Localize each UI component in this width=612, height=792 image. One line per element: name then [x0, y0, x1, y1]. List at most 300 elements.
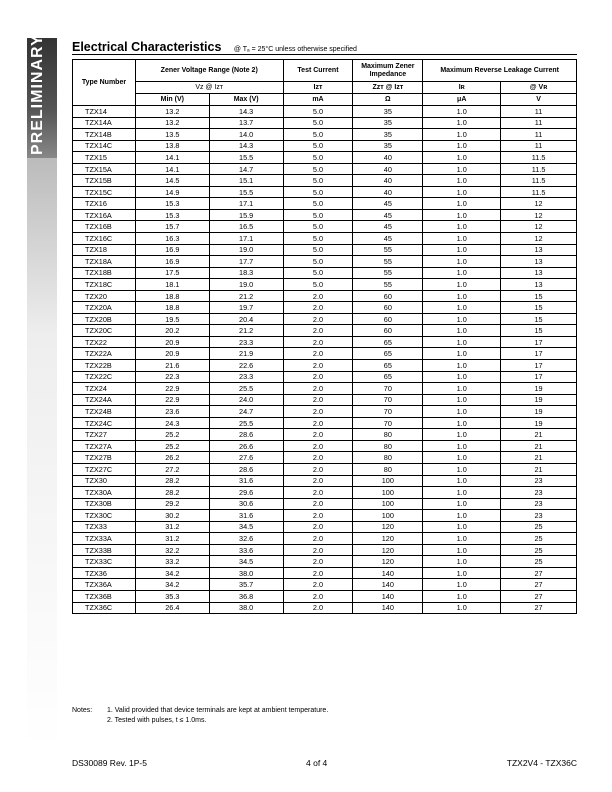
cell-leakage-vr: 21	[501, 452, 577, 464]
cell-test-current: 5.0	[283, 279, 353, 291]
cell-impedance: 65	[353, 360, 423, 372]
cell-impedance: 65	[353, 336, 423, 348]
cell-vz-max: 23.3	[209, 371, 283, 383]
table-row	[73, 267, 577, 279]
cell-leakage-vr: 25	[501, 521, 577, 533]
cell-impedance: 70	[353, 417, 423, 429]
cell-type-number: TZX36C	[73, 602, 136, 614]
cell-vz-min: 16.9	[135, 256, 209, 268]
cell-test-current: 5.0	[283, 233, 353, 245]
table-row	[73, 487, 577, 499]
cell-leakage-ir: 1.0	[423, 544, 501, 556]
cell-vz-min: 14.5	[135, 175, 209, 187]
table-row	[73, 140, 577, 152]
cell-leakage-vr: 15	[501, 302, 577, 314]
cell-vz-min: 18.8	[135, 302, 209, 314]
cell-leakage-ir: 1.0	[423, 106, 501, 118]
cell-leakage-vr: 23	[501, 487, 577, 499]
cell-leakage-ir: 1.0	[423, 198, 501, 210]
cell-type-number: TZX30B	[73, 498, 136, 510]
cell-vz-min: 31.2	[135, 521, 209, 533]
cell-type-number: TZX18A	[73, 256, 136, 268]
cell-leakage-vr: 11	[501, 106, 577, 118]
cell-leakage-ir: 1.0	[423, 417, 501, 429]
table-row	[73, 302, 577, 314]
cell-impedance: 45	[353, 198, 423, 210]
cell-leakage-vr: 27	[501, 567, 577, 579]
cell-test-current: 2.0	[283, 567, 353, 579]
cell-vz-max: 19.0	[209, 244, 283, 256]
cell-vz-max: 14.3	[209, 140, 283, 152]
cell-impedance: 60	[353, 302, 423, 314]
cell-vz-min: 20.2	[135, 325, 209, 337]
cell-leakage-vr: 11	[501, 117, 577, 129]
cell-leakage-vr: 17	[501, 371, 577, 383]
cell-vz-min: 20.9	[135, 336, 209, 348]
cell-vz-max: 31.6	[209, 510, 283, 522]
cell-leakage-ir: 1.0	[423, 440, 501, 452]
cell-vz-max: 14.0	[209, 129, 283, 141]
cell-leakage-vr: 11.5	[501, 163, 577, 175]
table-row	[73, 417, 577, 429]
cell-impedance: 120	[353, 533, 423, 545]
cell-test-current: 2.0	[283, 463, 353, 475]
table-row	[73, 117, 577, 129]
footer-page-number: 4 of 4	[306, 758, 328, 768]
cell-vz-min: 33.2	[135, 556, 209, 568]
table-row	[73, 244, 577, 256]
cell-test-current: 2.0	[283, 394, 353, 406]
cell-vz-max: 15.1	[209, 175, 283, 187]
cell-vz-min: 15.3	[135, 209, 209, 221]
cell-leakage-ir: 1.0	[423, 117, 501, 129]
cell-type-number: TZX33A	[73, 533, 136, 545]
table-row	[73, 371, 577, 383]
cell-leakage-ir: 1.0	[423, 394, 501, 406]
cell-leakage-vr: 19	[501, 406, 577, 418]
cell-vz-max: 20.4	[209, 313, 283, 325]
cell-impedance: 35	[353, 140, 423, 152]
cell-vz-min: 13.2	[135, 117, 209, 129]
cell-vz-min: 25.2	[135, 440, 209, 452]
cell-leakage-ir: 1.0	[423, 152, 501, 164]
cell-leakage-ir: 1.0	[423, 567, 501, 579]
cell-leakage-vr: 19	[501, 383, 577, 395]
table-row	[73, 463, 577, 475]
cell-leakage-ir: 1.0	[423, 290, 501, 302]
cell-type-number: TZX27A	[73, 440, 136, 452]
cell-vz-min: 23.6	[135, 406, 209, 418]
cell-vz-min: 15.3	[135, 198, 209, 210]
cell-leakage-ir: 1.0	[423, 579, 501, 591]
table-row	[73, 221, 577, 233]
cell-impedance: 45	[353, 221, 423, 233]
cell-vz-min: 13.8	[135, 140, 209, 152]
cell-leakage-vr: 12	[501, 221, 577, 233]
cell-leakage-vr: 11	[501, 140, 577, 152]
cell-vz-min: 18.1	[135, 279, 209, 291]
cell-leakage-ir: 1.0	[423, 129, 501, 141]
cell-leakage-vr: 27	[501, 579, 577, 591]
cell-leakage-vr: 23	[501, 510, 577, 522]
cell-type-number: TZX16B	[73, 221, 136, 233]
cell-vz-min: 34.2	[135, 567, 209, 579]
test-condition: @ Tₐ = 25°C unless otherwise specified	[233, 46, 357, 53]
cell-test-current: 5.0	[283, 163, 353, 175]
cell-test-current: 5.0	[283, 244, 353, 256]
note-1: 1. Valid provided that device terminals are kept at ambient temperature.	[107, 707, 329, 714]
cell-type-number: TZX16	[73, 198, 136, 210]
cell-impedance: 40	[353, 175, 423, 187]
cell-impedance: 45	[353, 233, 423, 245]
cell-vz-min: 14.9	[135, 186, 209, 198]
cell-impedance: 35	[353, 106, 423, 118]
cell-type-number: TZX33	[73, 521, 136, 533]
cell-test-current: 2.0	[283, 348, 353, 360]
note-2: 2. Tested with pulses, t ≤ 1.0ms.	[107, 717, 207, 724]
cell-vz-min: 27.2	[135, 463, 209, 475]
cell-type-number: TZX33C	[73, 556, 136, 568]
cell-type-number: TZX16C	[73, 233, 136, 245]
cell-type-number: TZX22	[73, 336, 136, 348]
cell-impedance: 80	[353, 440, 423, 452]
cell-vz-min: 28.2	[135, 475, 209, 487]
header-izt: Iᴢᴛ	[283, 82, 353, 94]
cell-vz-min: 26.2	[135, 452, 209, 464]
cell-vz-max: 30.6	[209, 498, 283, 510]
cell-leakage-ir: 1.0	[423, 140, 501, 152]
cell-vz-min: 22.9	[135, 394, 209, 406]
cell-leakage-vr: 17	[501, 360, 577, 372]
cell-test-current: 5.0	[283, 129, 353, 141]
cell-leakage-vr: 12	[501, 198, 577, 210]
cell-leakage-ir: 1.0	[423, 348, 501, 360]
cell-vz-max: 35.7	[209, 579, 283, 591]
cell-type-number: TZX18C	[73, 279, 136, 291]
cell-test-current: 5.0	[283, 117, 353, 129]
table-row	[73, 452, 577, 464]
cell-vz-min: 13.5	[135, 129, 209, 141]
cell-type-number: TZX30C	[73, 510, 136, 522]
header-type-number: Type Number	[73, 60, 136, 106]
cell-leakage-ir: 1.0	[423, 371, 501, 383]
cell-vz-max: 17.7	[209, 256, 283, 268]
cell-vz-min: 28.2	[135, 487, 209, 499]
cell-type-number: TZX36A	[73, 579, 136, 591]
cell-vz-min: 31.2	[135, 533, 209, 545]
cell-test-current: 2.0	[283, 383, 353, 395]
table-row	[73, 209, 577, 221]
cell-leakage-vr: 25	[501, 544, 577, 556]
cell-test-current: 2.0	[283, 498, 353, 510]
cell-leakage-ir: 1.0	[423, 209, 501, 221]
cell-type-number: TZX20C	[73, 325, 136, 337]
cell-type-number: TZX22C	[73, 371, 136, 383]
cell-type-number: TZX15	[73, 152, 136, 164]
cell-test-current: 2.0	[283, 510, 353, 522]
table-row	[73, 567, 577, 579]
cell-vz-min: 15.7	[135, 221, 209, 233]
cell-vz-max: 15.5	[209, 152, 283, 164]
cell-leakage-ir: 1.0	[423, 360, 501, 372]
cell-vz-max: 26.6	[209, 440, 283, 452]
cell-vz-max: 21.2	[209, 290, 283, 302]
cell-leakage-ir: 1.0	[423, 279, 501, 291]
cell-test-current: 2.0	[283, 302, 353, 314]
cell-leakage-vr: 21	[501, 463, 577, 475]
cell-impedance: 120	[353, 544, 423, 556]
cell-vz-max: 21.2	[209, 325, 283, 337]
table-row	[73, 279, 577, 291]
cell-vz-max: 31.6	[209, 475, 283, 487]
cell-impedance: 40	[353, 152, 423, 164]
table-row	[73, 336, 577, 348]
cell-type-number: TZX15B	[73, 175, 136, 187]
cell-vz-min: 16.9	[135, 244, 209, 256]
cell-vz-min: 21.6	[135, 360, 209, 372]
cell-impedance: 60	[353, 325, 423, 337]
cell-test-current: 2.0	[283, 579, 353, 591]
table-row	[73, 290, 577, 302]
cell-leakage-vr: 11.5	[501, 152, 577, 164]
header-zzt: Zᴢᴛ @ Iᴢᴛ	[353, 82, 423, 94]
cell-type-number: TZX18	[73, 244, 136, 256]
cell-type-number: TZX36	[73, 567, 136, 579]
cell-test-current: 2.0	[283, 417, 353, 429]
cell-leakage-vr: 12	[501, 209, 577, 221]
cell-leakage-ir: 1.0	[423, 313, 501, 325]
cell-vz-max: 32.6	[209, 533, 283, 545]
cell-test-current: 2.0	[283, 556, 353, 568]
cell-vz-max: 38.0	[209, 567, 283, 579]
table-body	[73, 106, 577, 614]
footer-doc-id: DS30089 Rev. 1P-5	[72, 758, 147, 768]
table-row	[73, 544, 577, 556]
table-row	[73, 521, 577, 533]
cell-impedance: 100	[353, 498, 423, 510]
cell-test-current: 2.0	[283, 521, 353, 533]
cell-leakage-ir: 1.0	[423, 221, 501, 233]
cell-type-number: TZX14B	[73, 129, 136, 141]
cell-leakage-ir: 1.0	[423, 302, 501, 314]
cell-impedance: 80	[353, 463, 423, 475]
cell-type-number: TZX24	[73, 383, 136, 395]
cell-leakage-vr: 21	[501, 429, 577, 441]
table-row	[73, 440, 577, 452]
unit-max: Max (V)	[209, 94, 283, 106]
cell-test-current: 5.0	[283, 221, 353, 233]
cell-vz-max: 23.3	[209, 336, 283, 348]
cell-vz-min: 13.2	[135, 106, 209, 118]
cell-leakage-ir: 1.0	[423, 521, 501, 533]
cell-test-current: 2.0	[283, 325, 353, 337]
cell-impedance: 60	[353, 290, 423, 302]
cell-impedance: 100	[353, 510, 423, 522]
cell-test-current: 5.0	[283, 267, 353, 279]
cell-leakage-ir: 1.0	[423, 267, 501, 279]
table-row	[73, 602, 577, 614]
cell-test-current: 2.0	[283, 360, 353, 372]
cell-vz-max: 36.8	[209, 590, 283, 602]
table-row	[73, 579, 577, 591]
cell-test-current: 2.0	[283, 336, 353, 348]
cell-leakage-ir: 1.0	[423, 163, 501, 175]
cell-impedance: 80	[353, 452, 423, 464]
unit-ua: μA	[423, 94, 501, 106]
table-row	[73, 233, 577, 245]
cell-vz-max: 13.7	[209, 117, 283, 129]
unit-ma: mA	[283, 94, 353, 106]
cell-vz-min: 32.2	[135, 544, 209, 556]
cell-test-current: 5.0	[283, 175, 353, 187]
cell-leakage-ir: 1.0	[423, 406, 501, 418]
cell-vz-min: 30.2	[135, 510, 209, 522]
table-row	[73, 590, 577, 602]
table-row	[73, 313, 577, 325]
cell-type-number: TZX14C	[73, 140, 136, 152]
table-row	[73, 152, 577, 164]
cell-vz-min: 14.1	[135, 163, 209, 175]
header-test-current: Test Current	[283, 60, 353, 82]
cell-vz-max: 18.3	[209, 267, 283, 279]
header-vr: @ Vʀ	[501, 82, 577, 94]
cell-vz-min: 22.9	[135, 383, 209, 395]
cell-impedance: 65	[353, 371, 423, 383]
cell-test-current: 2.0	[283, 440, 353, 452]
cell-impedance: 140	[353, 602, 423, 614]
unit-min: Min (V)	[135, 94, 209, 106]
cell-test-current: 2.0	[283, 590, 353, 602]
cell-leakage-ir: 1.0	[423, 233, 501, 245]
cell-type-number: TZX27C	[73, 463, 136, 475]
cell-type-number: TZX30	[73, 475, 136, 487]
cell-impedance: 140	[353, 590, 423, 602]
notes-label: Notes:	[72, 707, 93, 714]
cell-impedance: 60	[353, 313, 423, 325]
table-row	[73, 383, 577, 395]
cell-vz-max: 28.6	[209, 463, 283, 475]
cell-leakage-ir: 1.0	[423, 325, 501, 337]
cell-impedance: 100	[353, 475, 423, 487]
cell-type-number: TZX15A	[73, 163, 136, 175]
cell-leakage-vr: 13	[501, 256, 577, 268]
cell-test-current: 2.0	[283, 313, 353, 325]
cell-leakage-ir: 1.0	[423, 429, 501, 441]
cell-type-number: TZX15C	[73, 186, 136, 198]
cell-leakage-ir: 1.0	[423, 590, 501, 602]
cell-vz-max: 19.0	[209, 279, 283, 291]
cell-leakage-vr: 27	[501, 590, 577, 602]
cell-leakage-ir: 1.0	[423, 487, 501, 499]
header-max-impedance: Maximum Zener Impedance	[353, 60, 423, 82]
cell-leakage-vr: 15	[501, 313, 577, 325]
table-row	[73, 475, 577, 487]
cell-leakage-vr: 25	[501, 556, 577, 568]
cell-type-number: TZX24B	[73, 406, 136, 418]
header-ir: Iʀ	[423, 82, 501, 94]
cell-leakage-vr: 13	[501, 244, 577, 256]
cell-leakage-vr: 21	[501, 440, 577, 452]
cell-leakage-vr: 19	[501, 417, 577, 429]
cell-leakage-vr: 23	[501, 475, 577, 487]
cell-impedance: 40	[353, 186, 423, 198]
table-row	[73, 198, 577, 210]
cell-leakage-vr: 17	[501, 348, 577, 360]
cell-vz-min: 16.3	[135, 233, 209, 245]
cell-vz-max: 27.6	[209, 452, 283, 464]
cell-impedance: 55	[353, 256, 423, 268]
cell-type-number: TZX27	[73, 429, 136, 441]
cell-type-number: TZX22A	[73, 348, 136, 360]
table-row	[73, 510, 577, 522]
table-row	[73, 429, 577, 441]
section-title: Electrical Characteristics	[72, 40, 222, 54]
sidebar-fade	[27, 158, 57, 748]
cell-vz-min: 26.4	[135, 602, 209, 614]
cell-vz-max: 17.1	[209, 233, 283, 245]
cell-leakage-vr: 19	[501, 394, 577, 406]
cell-test-current: 2.0	[283, 290, 353, 302]
cell-vz-max: 25.5	[209, 417, 283, 429]
cell-type-number: TZX27B	[73, 452, 136, 464]
cell-vz-min: 24.3	[135, 417, 209, 429]
cell-impedance: 70	[353, 406, 423, 418]
table-row	[73, 163, 577, 175]
cell-vz-min: 20.9	[135, 348, 209, 360]
cell-vz-max: 14.7	[209, 163, 283, 175]
table-row	[73, 533, 577, 545]
table-row	[73, 325, 577, 337]
cell-leakage-ir: 1.0	[423, 498, 501, 510]
cell-type-number: TZX36B	[73, 590, 136, 602]
unit-v: V	[501, 94, 577, 106]
cell-leakage-vr: 11.5	[501, 175, 577, 187]
cell-impedance: 55	[353, 267, 423, 279]
cell-test-current: 5.0	[283, 186, 353, 198]
cell-test-current: 2.0	[283, 452, 353, 464]
cell-impedance: 35	[353, 117, 423, 129]
cell-leakage-vr: 17	[501, 336, 577, 348]
cell-type-number: TZX24C	[73, 417, 136, 429]
cell-impedance: 70	[353, 394, 423, 406]
cell-test-current: 2.0	[283, 533, 353, 545]
cell-impedance: 55	[353, 244, 423, 256]
cell-leakage-ir: 1.0	[423, 602, 501, 614]
cell-vz-max: 38.0	[209, 602, 283, 614]
cell-leakage-vr: 27	[501, 602, 577, 614]
cell-type-number: TZX33B	[73, 544, 136, 556]
cell-vz-min: 14.1	[135, 152, 209, 164]
cell-test-current: 2.0	[283, 371, 353, 383]
cell-test-current: 2.0	[283, 487, 353, 499]
table-row	[73, 394, 577, 406]
cell-vz-min: 22.3	[135, 371, 209, 383]
cell-vz-min: 18.8	[135, 290, 209, 302]
table-row	[73, 498, 577, 510]
table-row	[73, 348, 577, 360]
cell-impedance: 45	[353, 209, 423, 221]
cell-leakage-ir: 1.0	[423, 533, 501, 545]
cell-leakage-vr: 15	[501, 325, 577, 337]
cell-leakage-ir: 1.0	[423, 186, 501, 198]
cell-vz-max: 28.6	[209, 429, 283, 441]
cell-test-current: 5.0	[283, 140, 353, 152]
cell-impedance: 35	[353, 129, 423, 141]
cell-impedance: 70	[353, 383, 423, 395]
cell-leakage-ir: 1.0	[423, 175, 501, 187]
cell-vz-max: 17.1	[209, 198, 283, 210]
cell-impedance: 80	[353, 429, 423, 441]
